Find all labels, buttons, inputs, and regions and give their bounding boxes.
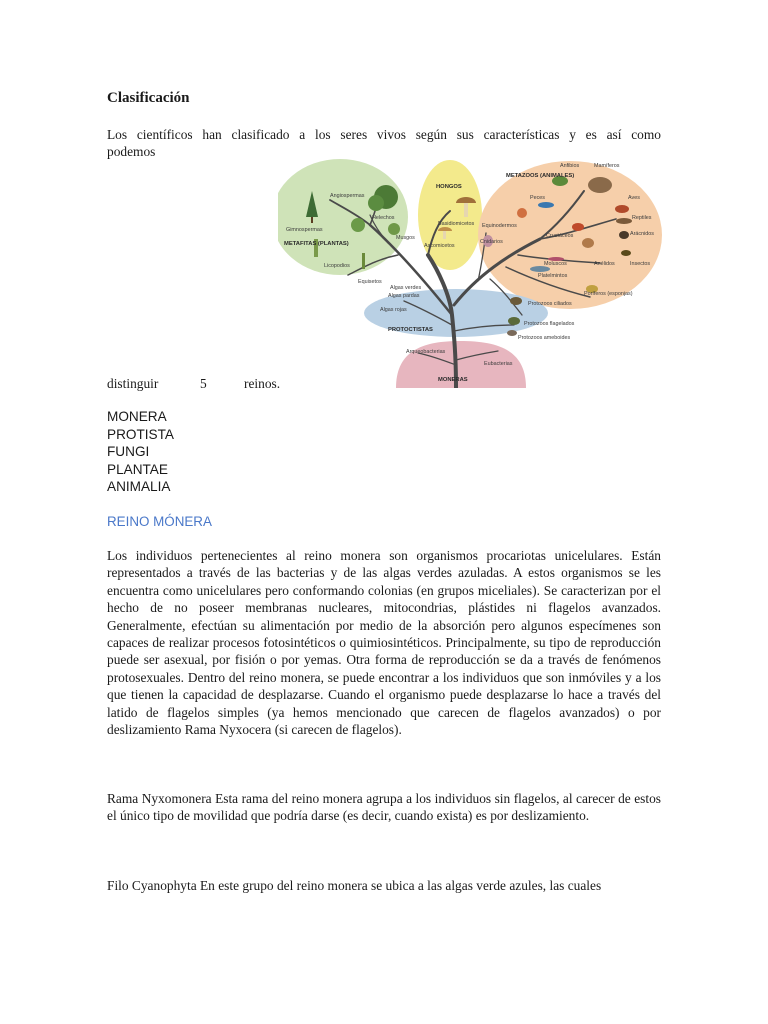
intro-line-1: Los científicos han clasificado a los seres vivos según sus características y es así como bbox=[107, 127, 661, 142]
label-algas-pardas: Algas pardas bbox=[388, 293, 420, 299]
label-crustaceos: Crustáceos bbox=[546, 233, 574, 239]
amoeba-icon bbox=[507, 330, 517, 336]
flagellate-icon bbox=[508, 317, 520, 325]
kingdom-item: PLANTAE bbox=[107, 462, 168, 477]
paragraph-nyxomonera: Rama Nyxomonera Esta rama del reino monera agrupa a los individuos sin flagelos, al carecer de estos el único tipo de movilidad que podría darse (es decir, cuando exista) es por deslizamiento. bbox=[107, 791, 661, 824]
fish-icon bbox=[538, 202, 554, 208]
label-anelidos: Anélidos bbox=[594, 261, 615, 267]
bird-icon bbox=[615, 205, 629, 213]
label-algas-rojas: Algas rojas bbox=[380, 307, 407, 313]
distinguir-word: distinguir bbox=[107, 376, 159, 391]
label-protists: PROTOCTISTAS bbox=[388, 327, 433, 333]
label-plants: METAFITAS (PLANTAS) bbox=[284, 241, 349, 247]
starfish-icon bbox=[517, 208, 527, 218]
label-arqueobacterias: Arqueobacterias bbox=[406, 349, 446, 355]
fern-icon bbox=[351, 218, 365, 232]
paragraph-cyanophyta: Filo Cyanophyta En este grupo del reino monera se ubica a las algas verde azules, las cuales bbox=[107, 878, 602, 893]
reptile-icon bbox=[616, 218, 632, 224]
label-angiospermas: Angiospermas bbox=[330, 193, 365, 199]
label-aracnidos: Arácnidos bbox=[630, 231, 654, 237]
label-moluscos: Moluscos bbox=[544, 261, 567, 267]
label-equisetos: Equisetos bbox=[358, 279, 382, 285]
label-equinodermos: Equinodermos bbox=[482, 223, 517, 229]
kingdom-item: ANIMALIA bbox=[107, 479, 171, 494]
mammal-icon bbox=[588, 177, 612, 193]
label-mamiferos: Mamíferos bbox=[594, 163, 620, 169]
tree-of-life-figure bbox=[278, 155, 666, 388]
label-ascomicetos: Ascomicetos bbox=[424, 243, 455, 249]
crab-icon bbox=[572, 223, 584, 231]
label-protozoos-ciliados: Protozoos ciliados bbox=[528, 301, 572, 307]
paragraph-monera: Los individuos pertenecientes al reino monera son organismos procariotas unicelulares. Están representados a través de las bacterias y de las algas verdes azuladas. A estos organismos se les encuentra como unicelulares pero conformando colonias (en grupos miceliales). Se caracterizan por el hecho de no poseer membranas nucleares, mitocondrias, plástides ni flagelos avanzados. Generalmente, efectúan su alimentación por medio de la absorción pero algunos especímenes son capaces de realizar procesos fotosintéticos o quimiosintéticos. Principalmente, su tipo de reproducción puede ser asexual, por fisión o por yemas. Otra forma de reproducción se da a través de fenómenos protosexuales. Dentro del reino monera, se puede encontrar a los individuos que son inmóviles y a los que tienen la capacidad de desplazarse. Cuando el organismo puede desplazarse lo hace a través del latido de flagelos simples (ya hemos mencionado que carecen de flagelos avanzados) o por deslizamiento Rama Nyxocera (si carecen de flagelos). bbox=[107, 548, 661, 738]
section-heading: REINO MÓNERA bbox=[107, 514, 212, 529]
kingdom-item: FUNGI bbox=[107, 444, 150, 459]
label-musgos: Musgos bbox=[396, 235, 415, 241]
label-eubacterias: Eubacterias bbox=[484, 361, 513, 367]
kingdom-item: MONERA bbox=[107, 409, 167, 424]
label-monera: MONERAS bbox=[438, 377, 468, 383]
label-anfibios: Anfibios bbox=[560, 163, 580, 169]
label-gimnospermas: Gimnospermas bbox=[286, 227, 323, 233]
snail-icon bbox=[582, 238, 594, 248]
label-fungi: HONGOS bbox=[436, 184, 462, 190]
label-protozoos-ameboides: Protozoos ameboides bbox=[518, 335, 571, 341]
label-helechos: Helechos bbox=[372, 215, 395, 221]
label-peces: Peces bbox=[530, 195, 545, 201]
distinguir-reinos: reinos. bbox=[244, 376, 281, 391]
label-algas-verdes: Algas verdes bbox=[390, 285, 422, 291]
label-protozoos-flagelados: Protozoos flagelados bbox=[524, 321, 575, 327]
label-reptiles: Reptiles bbox=[632, 215, 652, 221]
distinguir-number: 5 bbox=[200, 376, 207, 391]
label-insectos: Insectos bbox=[630, 261, 651, 267]
kingdom-item: PROTISTA bbox=[107, 427, 174, 442]
label-aves: Aves bbox=[628, 195, 640, 201]
label-cnidarios: Cnidarios bbox=[480, 239, 503, 245]
insect-icon bbox=[621, 250, 631, 256]
ciliate-icon bbox=[510, 297, 522, 305]
label-licopodios: Licopodios bbox=[324, 263, 350, 269]
intro-line-2: podemos bbox=[107, 144, 156, 159]
label-basidiomicetos: Basidiomicetos bbox=[438, 221, 475, 227]
page-title: Clasificación bbox=[107, 90, 190, 106]
spider-icon bbox=[619, 231, 629, 239]
label-platelmintos: Platelmintos bbox=[538, 273, 568, 279]
label-animals: METAZOOS (ANIMALES) bbox=[506, 173, 575, 179]
label-poriferos: Poríferos (esponjas) bbox=[584, 291, 633, 297]
